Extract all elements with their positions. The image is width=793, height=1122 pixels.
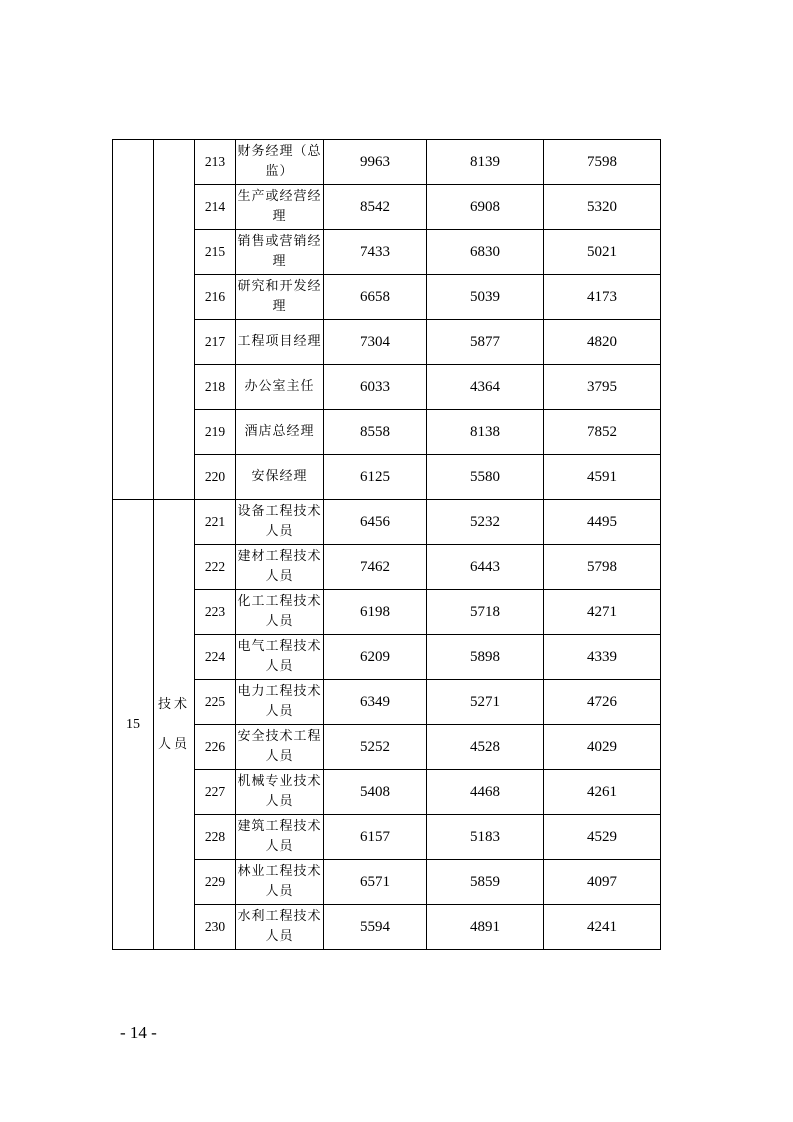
table-row — [113, 320, 661, 365]
job-title-cell: 酒店总经理 — [236, 410, 324, 455]
value-col3-cell: 5320 — [544, 185, 661, 230]
row-id-cell: 215 — [195, 230, 236, 275]
table-row — [113, 275, 661, 320]
job-title-cell: 设备工程技术人员 — [236, 500, 324, 545]
job-title-cell: 销售或营销经理 — [236, 230, 324, 275]
row-id-cell: 228 — [195, 815, 236, 860]
wage-table — [112, 139, 661, 950]
value-col1-cell: 7433 — [324, 230, 427, 275]
value-col1-cell: 5594 — [324, 905, 427, 950]
row-id-cell: 226 — [195, 725, 236, 770]
job-title-cell: 水利工程技术人员 — [236, 905, 324, 950]
value-col1-cell: 7462 — [324, 545, 427, 590]
value-col3-cell: 4339 — [544, 635, 661, 680]
value-col2-cell: 8138 — [427, 410, 544, 455]
value-col2-cell: 4528 — [427, 725, 544, 770]
value-col1-cell: 5252 — [324, 725, 427, 770]
table-row — [113, 455, 661, 500]
job-title-cell: 电力工程技术人员 — [236, 680, 324, 725]
job-title-cell: 财务经理（总监） — [236, 140, 324, 185]
category-cell — [154, 500, 195, 950]
value-col2-cell: 5898 — [427, 635, 544, 680]
table-row — [113, 140, 661, 185]
row-id-cell: 213 — [195, 140, 236, 185]
value-col2-cell: 5877 — [427, 320, 544, 365]
value-col3-cell: 4726 — [544, 680, 661, 725]
value-col3-cell: 4261 — [544, 770, 661, 815]
row-id-cell: 214 — [195, 185, 236, 230]
job-title-cell: 工程项目经理 — [236, 320, 324, 365]
row-id-cell: 225 — [195, 680, 236, 725]
value-col2-cell: 5859 — [427, 860, 544, 905]
page-number: - 14 - — [120, 1023, 157, 1042]
job-title-cell: 林业工程技术人员 — [236, 860, 324, 905]
value-col1-cell: 6658 — [324, 275, 427, 320]
value-col2-cell: 8139 — [427, 140, 544, 185]
row-id-cell: 219 — [195, 410, 236, 455]
row-id-cell: 223 — [195, 590, 236, 635]
job-title-cell: 建筑工程技术人员 — [236, 815, 324, 860]
value-col3-cell: 7852 — [544, 410, 661, 455]
value-col1-cell: 6157 — [324, 815, 427, 860]
category-label: 技术 — [157, 696, 190, 712]
row-id-cell: 218 — [195, 365, 236, 410]
job-title-cell: 安保经理 — [236, 455, 324, 500]
table-row — [113, 680, 661, 725]
table-row — [113, 410, 661, 455]
value-col1-cell: 8542 — [324, 185, 427, 230]
table-row — [113, 230, 661, 275]
job-title-cell: 生产或经营经理 — [236, 185, 324, 230]
value-col2-cell: 4364 — [427, 365, 544, 410]
value-col1-cell: 6456 — [324, 500, 427, 545]
row-id-cell: 227 — [195, 770, 236, 815]
value-col3-cell: 4529 — [544, 815, 661, 860]
value-col2-cell: 5718 — [427, 590, 544, 635]
table-row — [113, 365, 661, 410]
value-col2-cell: 5232 — [427, 500, 544, 545]
value-col3-cell: 4241 — [544, 905, 661, 950]
row-id-cell: 229 — [195, 860, 236, 905]
job-title-cell: 建材工程技术人员 — [236, 545, 324, 590]
value-col3-cell: 4820 — [544, 320, 661, 365]
value-col1-cell: 6209 — [324, 635, 427, 680]
table-row — [113, 590, 661, 635]
value-col3-cell: 4029 — [544, 725, 661, 770]
category-label: 人员 — [157, 736, 190, 752]
row-id-cell: 230 — [195, 905, 236, 950]
value-col3-cell: 4271 — [544, 590, 661, 635]
category-cell — [154, 140, 195, 500]
table-row — [113, 815, 661, 860]
value-col2-cell: 4468 — [427, 770, 544, 815]
job-title-cell: 化工工程技术人员 — [236, 590, 324, 635]
table-row — [113, 185, 661, 230]
value-col2-cell: 5271 — [427, 680, 544, 725]
job-title-cell: 电气工程技术人员 — [236, 635, 324, 680]
value-col2-cell: 5039 — [427, 275, 544, 320]
value-col3-cell: 4097 — [544, 860, 661, 905]
table-row — [113, 725, 661, 770]
value-col1-cell: 6033 — [324, 365, 427, 410]
value-col3-cell: 4173 — [544, 275, 661, 320]
value-col1-cell: 6349 — [324, 680, 427, 725]
table-row — [113, 770, 661, 815]
job-title-cell: 机械专业技术人员 — [236, 770, 324, 815]
value-col2-cell: 5183 — [427, 815, 544, 860]
wage-table-body — [113, 140, 661, 950]
value-col2-cell: 6443 — [427, 545, 544, 590]
value-col3-cell: 5021 — [544, 230, 661, 275]
row-id-cell: 224 — [195, 635, 236, 680]
value-col2-cell: 6908 — [427, 185, 544, 230]
value-col1-cell: 9963 — [324, 140, 427, 185]
value-col1-cell: 7304 — [324, 320, 427, 365]
value-col3-cell: 7598 — [544, 140, 661, 185]
value-col1-cell: 6125 — [324, 455, 427, 500]
job-title-cell: 研究和开发经理 — [236, 275, 324, 320]
row-id-cell: 220 — [195, 455, 236, 500]
table-row — [113, 545, 661, 590]
value-col1-cell: 5408 — [324, 770, 427, 815]
value-col1-cell: 8558 — [324, 410, 427, 455]
group-number-cell — [113, 140, 154, 500]
group-number-cell: 15 — [113, 500, 154, 950]
value-col1-cell: 6571 — [324, 860, 427, 905]
value-col3-cell: 3795 — [544, 365, 661, 410]
job-title-cell: 办公室主任 — [236, 365, 324, 410]
value-col1-cell: 6198 — [324, 590, 427, 635]
job-title-cell: 安全技术工程人员 — [236, 725, 324, 770]
row-id-cell: 216 — [195, 275, 236, 320]
row-id-cell: 217 — [195, 320, 236, 365]
value-col3-cell: 5798 — [544, 545, 661, 590]
value-col3-cell: 4591 — [544, 455, 661, 500]
value-col3-cell: 4495 — [544, 500, 661, 545]
table-row — [113, 860, 661, 905]
table-row — [113, 635, 661, 680]
table-row — [113, 905, 661, 950]
value-col2-cell: 6830 — [427, 230, 544, 275]
row-id-cell: 222 — [195, 545, 236, 590]
value-col2-cell: 5580 — [427, 455, 544, 500]
row-id-cell: 221 — [195, 500, 236, 545]
table-row — [113, 500, 661, 545]
value-col2-cell: 4891 — [427, 905, 544, 950]
